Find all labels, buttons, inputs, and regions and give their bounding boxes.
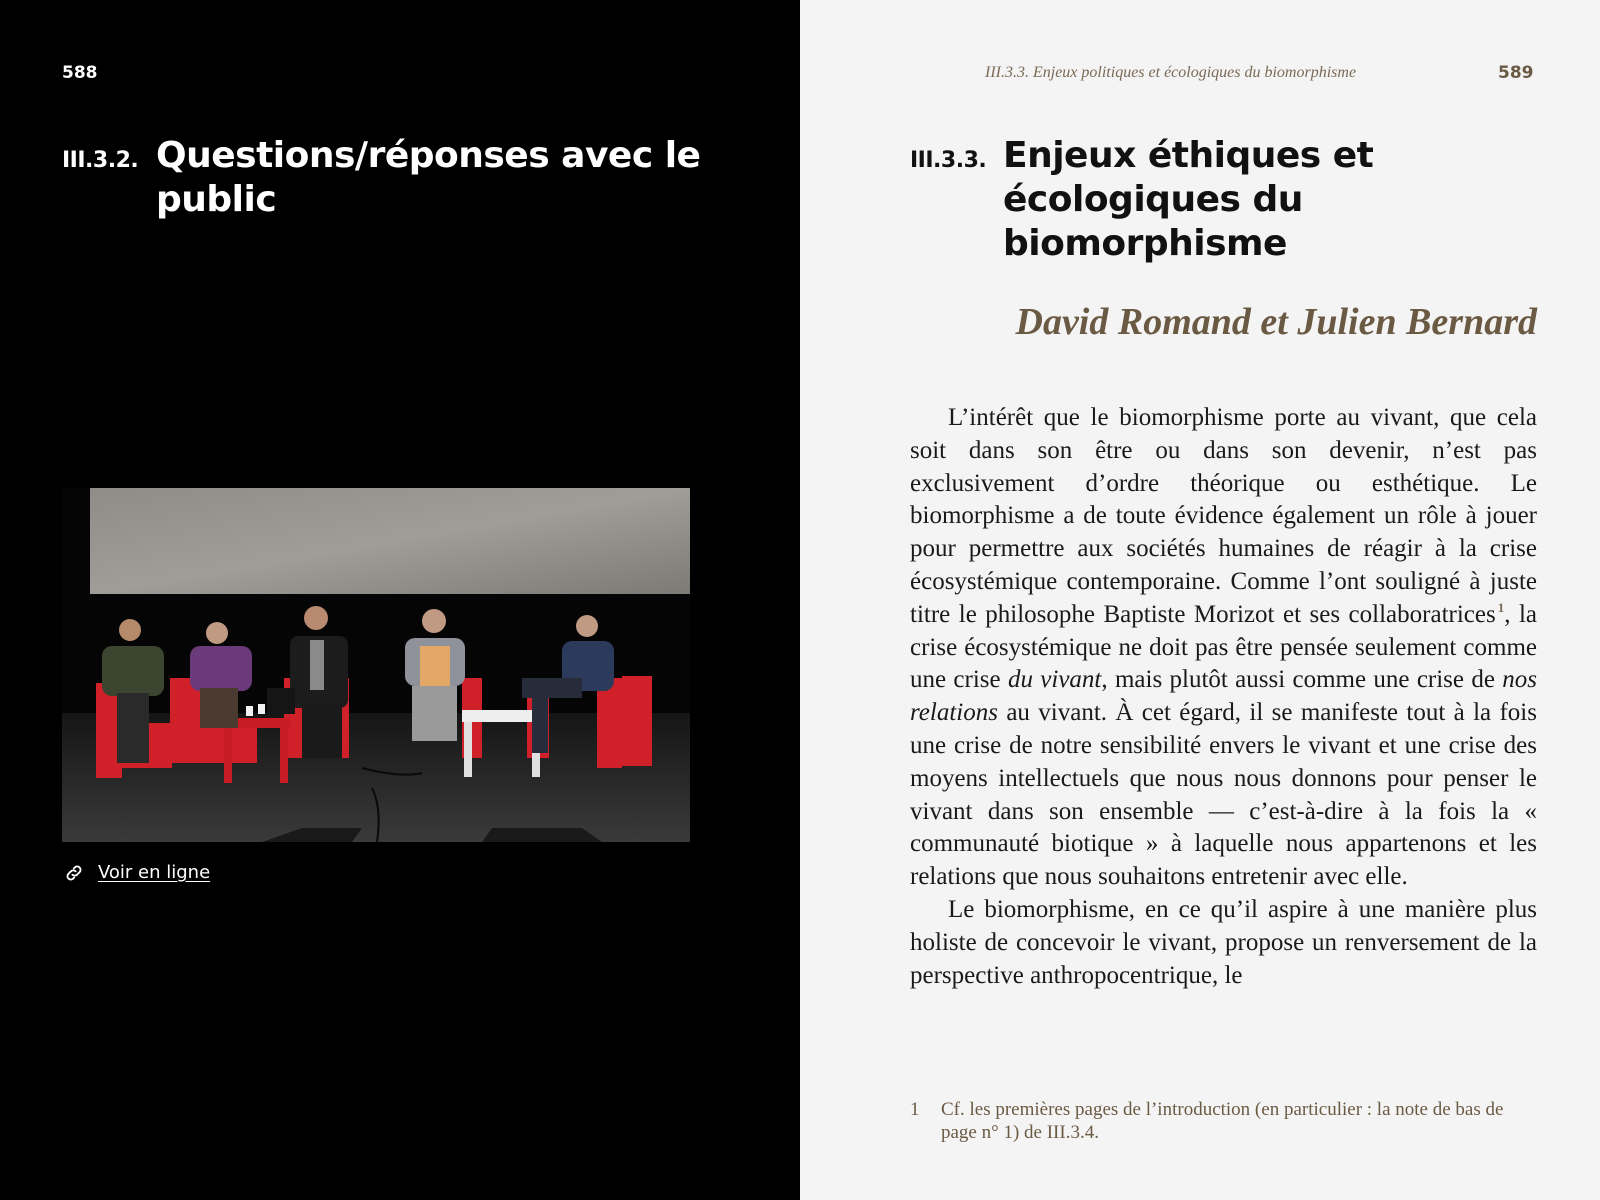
link-icon (64, 863, 84, 883)
body-text (910, 402, 1537, 992)
paragraph: Le biomorphisme, en ce qu’il aspire à une manière plus holiste de concevoir le vivant, propose un renversement de la perspective anthropocentrique, le (910, 895, 1537, 989)
section-number: III.3.3. (910, 148, 987, 173)
footnote-reference[interactable]: 1 (1497, 600, 1505, 616)
text-run: au vivant. À cet égard, il se manifeste tout à la fois une crise de notre sensibilité envers le vivant et une crise des moyens intellectuels que nous nous donnons pour penser le vivant dans son ensemble — c’est-à-dire à la fois la « communauté biotique » à laquelle nous appartenons et les relations que nous souhaitons entretenir avec elle. (910, 699, 1537, 891)
footnote-text: Cf. les premières pages de l’introduction (en particulier : la note de bas de page n° 1) de III.3.4. (941, 1099, 1504, 1143)
page-number-right: 589 (1498, 63, 1534, 83)
footnote-number: 1 (910, 1099, 920, 1120)
italic-text: du vivant (1007, 666, 1102, 694)
page-number-left: 588 (62, 63, 98, 83)
panel-photo (62, 488, 690, 842)
text-run: L’intérêt que le biomorphisme porte au vivant, que cela soit dans son être ou dans son devenir, n’est pas exclusivement d’ordre théorique ou esthétique. Le biomorphisme a de toute évidence également un rôle à jouer pour permettre aux sociétés humaines de réagir à la crise écosystémique contemporaine. Comme l’ont souligné à juste titre le philosophe Baptiste Morizot et ses collaboratrices (910, 404, 1537, 628)
section-number: III.3.2. (62, 148, 139, 173)
footnote (910, 1098, 1537, 1144)
stage-photo-illustration (62, 488, 690, 842)
right-page (800, 0, 1600, 1200)
voir-en-ligne-link[interactable]: Voir en ligne (98, 862, 211, 883)
online-link[interactable] (64, 862, 210, 883)
author-line: David Romand et Julien Bernard (1015, 301, 1537, 343)
italic-text: nos relations (910, 666, 1537, 727)
running-head: III.3.3. Enjeux politiques et écologiques du biomorphisme (985, 64, 1357, 81)
paragraph (910, 402, 1537, 894)
section-title: Enjeux éthiques et écologiques du biomorphisme (1003, 135, 1374, 264)
text-run: , la crise écosystémique ne doit pas être pensée seulement comme une crise (910, 600, 1538, 694)
section-title: Questions/réponses avec le public (156, 135, 701, 220)
text-run: , mais plutôt aussi comme une crise de (1101, 666, 1503, 694)
